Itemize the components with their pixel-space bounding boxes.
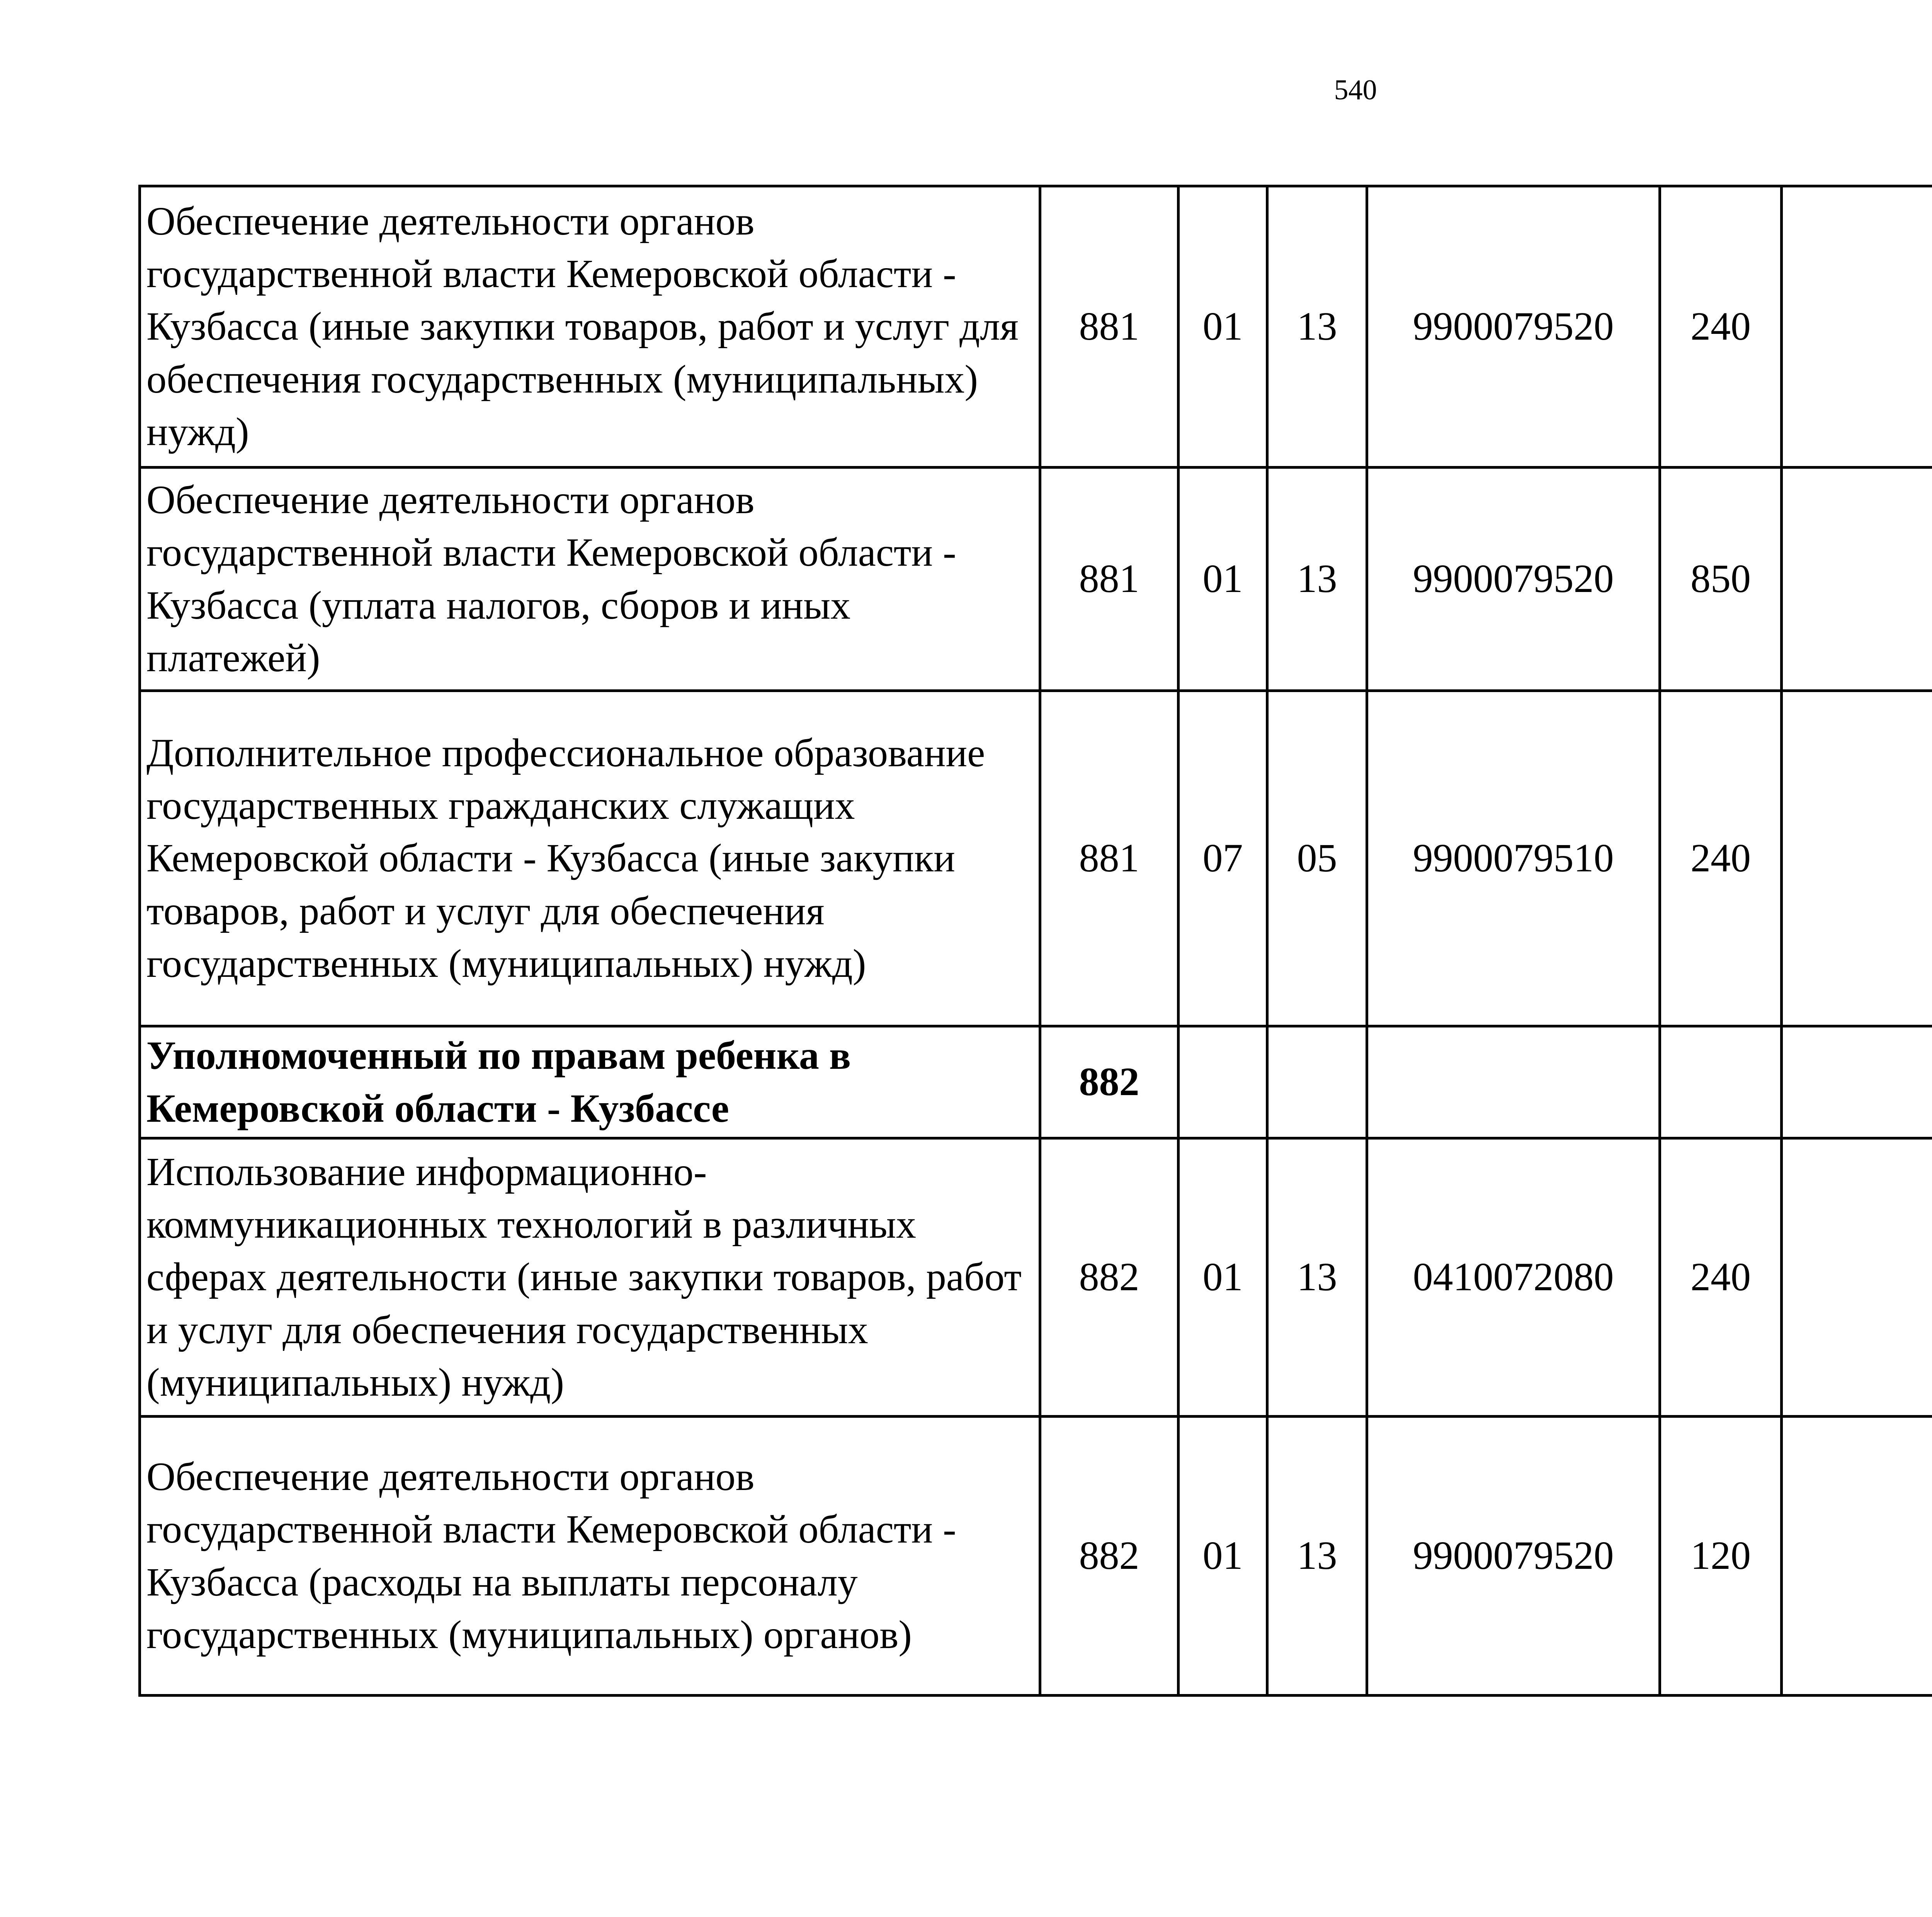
amount-1: [1782, 1026, 1932, 1138]
table-row: [140, 1138, 1932, 1417]
subsection-code: 13: [1267, 1417, 1367, 1696]
table-row-heading: [140, 1026, 1932, 1138]
target-article-code: 9900079520: [1367, 468, 1660, 691]
amount-1: [1782, 1417, 1932, 1696]
target-article-code: 9900079520: [1367, 186, 1660, 468]
amount-1: [1782, 691, 1932, 1026]
table-row: [140, 1417, 1932, 1696]
table-row: [140, 468, 1932, 691]
row-description: Использование информационно-коммуникационных технологий в различных сферах деятельности (иные закупки товаров, работ и услуг для обеспечения государственных (муниципальных) нужд): [140, 1138, 1040, 1417]
subsection-code: 05: [1267, 691, 1367, 1026]
amount-1: [1782, 186, 1932, 468]
section-code: [1179, 1026, 1267, 1138]
target-article-code: 9900079520: [1367, 1417, 1660, 1696]
section-code: 07: [1179, 691, 1267, 1026]
ministry-code: 882: [1040, 1138, 1179, 1417]
row-description: Дополнительное профессиональное образование государственных гражданских служащих Кемеровской области - Кузбасса (иные закупки товаров, работ и услуг для обеспечения государственных (муниципальных) нужд): [140, 691, 1040, 1026]
section-code: 01: [1179, 468, 1267, 691]
subsection-code: 13: [1267, 468, 1367, 691]
ministry-code: 882: [1040, 1417, 1179, 1696]
section-code: 01: [1179, 186, 1267, 468]
expense-type-code: 240: [1660, 691, 1782, 1026]
section-code: 01: [1179, 1417, 1267, 1696]
budget-table: [138, 185, 1932, 1697]
subsection-code: [1267, 1026, 1367, 1138]
ministry-code: 881: [1040, 468, 1179, 691]
subsection-code: 13: [1267, 1138, 1367, 1417]
expense-type-code: [1660, 1026, 1782, 1138]
row-description: Обеспечение деятельности органов государственной власти Кемеровской области - Кузбасса (иные закупки товаров, работ и услуг для обеспечения государственных (муниципальных) нужд): [140, 186, 1040, 468]
expense-type-code: 240: [1660, 186, 1782, 468]
section-code: 01: [1179, 1138, 1267, 1417]
ministry-code: 882: [1040, 1026, 1179, 1138]
row-description: Обеспечение деятельности органов государственной власти Кемеровской области - Кузбасса (расходы на выплаты персоналу государственных (муниципальных) органов): [140, 1417, 1040, 1696]
row-description: Обеспечение деятельности органов государственной власти Кемеровской области - Кузбасса (уплата налогов, сборов и иных платежей): [140, 468, 1040, 691]
table-row: [140, 691, 1932, 1026]
expense-type-code: 240: [1660, 1138, 1782, 1417]
expense-type-code: 120: [1660, 1417, 1782, 1696]
target-article-code: 9900079510: [1367, 691, 1660, 1026]
ministry-code: 881: [1040, 691, 1179, 1026]
target-article-code: 0410072080: [1367, 1138, 1660, 1417]
row-description: Уполномоченный по правам ребенка в Кемеровской области - Кузбассе: [140, 1026, 1040, 1138]
subsection-code: 13: [1267, 186, 1367, 468]
ministry-code: 881: [1040, 186, 1179, 468]
table-row: [140, 186, 1932, 468]
target-article-code: [1367, 1026, 1660, 1138]
amount-1: [1782, 1138, 1932, 1417]
page-number: 540: [1334, 74, 1377, 106]
amount-1: [1782, 468, 1932, 691]
expense-type-code: 850: [1660, 468, 1782, 691]
